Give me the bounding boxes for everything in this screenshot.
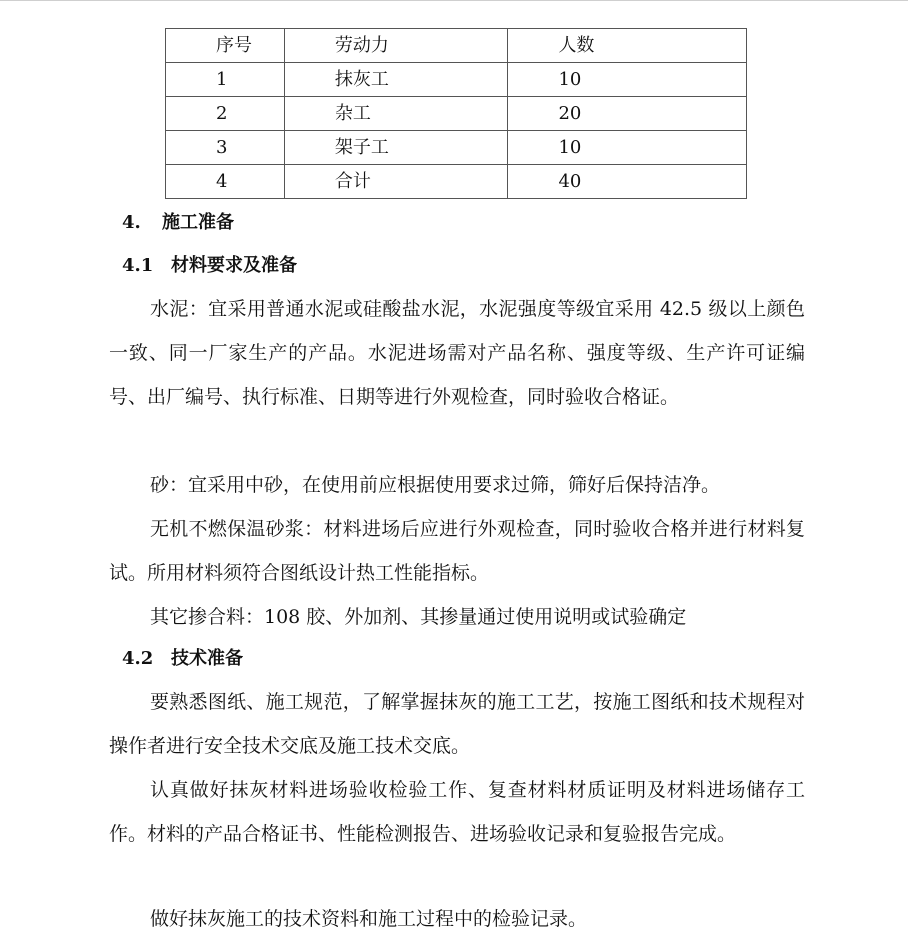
paragraph-sand: 砂：宜采用中砂，在使用前应根据使用要求过筛，筛好后保持洁净。 (150, 474, 721, 496)
table-cell: 40 (508, 165, 747, 199)
paragraph-inspection: 认真做好抹灰材料进场验收检验工作、复查材料材质证明及材料进场储存工作。材料的产品合格证书、性能检测报告、进场验收记录和复验报告完成。 (109, 779, 805, 845)
table-cell: 4 (166, 165, 285, 199)
section-title: 施工准备 (162, 212, 234, 233)
table-cell: 架子工 (284, 131, 508, 165)
table-cell: 1 (166, 63, 285, 97)
section-number: 4. (122, 212, 141, 233)
table-cell: 杂工 (284, 97, 508, 131)
paragraph-records: 做好抹灰施工的技术资料和施工过程中的检验记录。 (150, 908, 588, 930)
table-cell: 20 (508, 97, 747, 131)
table-cell: 10 (508, 131, 747, 165)
section-heading-4-1 (122, 254, 297, 278)
table-cell: 抹灰工 (284, 63, 508, 97)
paragraph-drawings: 要熟悉图纸、施工规范，了解掌握抹灰的施工工艺，按施工图纸和技术规程对操作者进行安全技术交底及施工技术交底。 (109, 691, 805, 757)
paragraph-admixture: 其它掺合料：108 胶、外加剂、其掺量通过使用说明或试验确定 (150, 606, 687, 628)
section-number: 4.1 (122, 255, 154, 276)
table-cell: 10 (508, 63, 747, 97)
header-cell-count: 人数 (508, 29, 747, 63)
section-number: 4.2 (122, 648, 154, 669)
table-cell: 2 (166, 97, 285, 131)
paragraph-cement: 水泥：宜采用普通水泥或硅酸盐水泥，水泥强度等级宜采用 42.5 级以上颜色一致、同一厂家生产的产品。水泥进场需对产品名称、强度等级、生产许可证编号、出厂编号、执行标准、日期等进行外观检查，同时验收合格证。 (109, 298, 805, 408)
table-header-row (166, 29, 747, 63)
table-row (166, 131, 747, 165)
page-top-border (0, 0, 908, 1)
header-cell-index: 序号 (166, 29, 285, 63)
labor-table (165, 28, 747, 199)
table-row (166, 97, 747, 131)
table-cell: 3 (166, 131, 285, 165)
section-heading-4 (122, 211, 234, 235)
table-row (166, 63, 747, 97)
table-row (166, 165, 747, 199)
section-heading-4-2 (122, 647, 243, 671)
page-bottom-clip (0, 900, 908, 930)
table-cell: 合计 (284, 165, 508, 199)
header-cell-labor: 劳动力 (284, 29, 508, 63)
paragraph-mortar: 无机不燃保温砂浆：材料进场后应进行外观检查，同时验收合格并进行材料复试。所用材料须符合图纸设计热工性能指标。 (109, 518, 805, 584)
section-title: 材料要求及准备 (171, 255, 297, 276)
section-title: 技术准备 (171, 648, 243, 669)
